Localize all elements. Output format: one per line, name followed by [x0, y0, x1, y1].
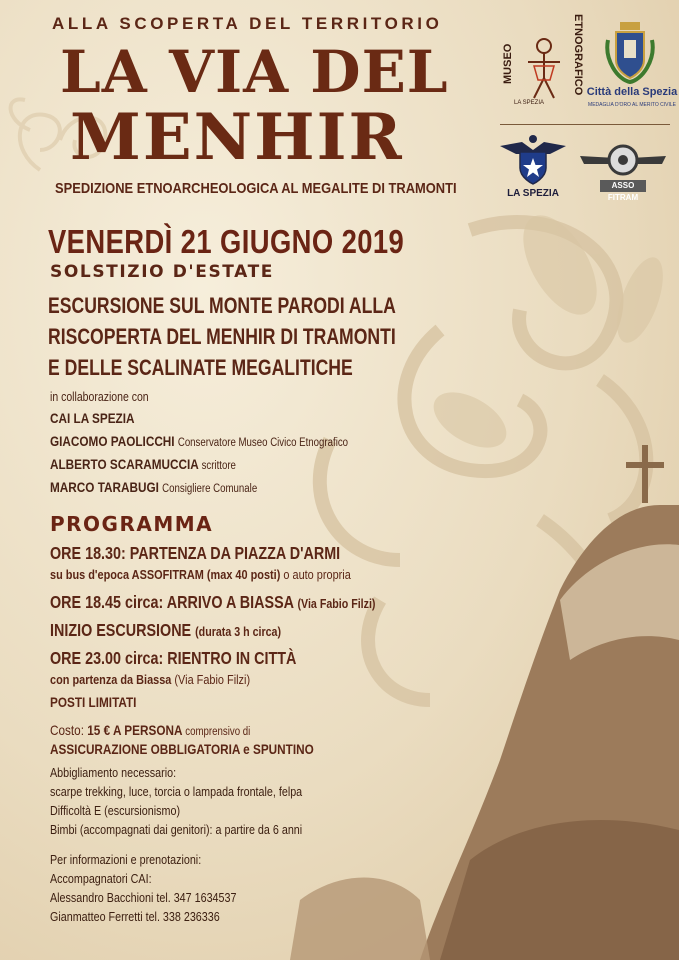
- etnografico-label: ETNOGRAFICO: [572, 14, 584, 96]
- collaborator-name: GIACOMO PAOLICCHI: [50, 433, 175, 449]
- program-note: (durata 3 h circa): [195, 624, 282, 639]
- cai-la-spezia-logo: [498, 132, 568, 204]
- program-main-text: INIZIO ESCURSIONE: [50, 620, 192, 640]
- collaborator-name: CAI LA SPEZIA: [50, 410, 135, 426]
- program-item-1: ORE 18.30: PARTENZA DA PIAZZA D'ARMI: [50, 543, 341, 563]
- solstice-label: SOLSTIZIO D'ESTATE: [50, 262, 275, 282]
- title-line-1: LA VIA DEL: [60, 38, 449, 106]
- cost-line-2: ASSICURAZIONE OBBLIGATORIA e SPUNTINO: [50, 741, 314, 757]
- museo-etnografico-logo: [500, 14, 590, 109]
- program-detail-text: con partenza da Biassa: [50, 672, 172, 687]
- logo-divider: [500, 124, 670, 125]
- cost-label: Costo:: [50, 722, 84, 738]
- program-detail-text: su bus d'epoca ASSOFITRAM (max 40 posti): [50, 567, 281, 582]
- kicker-text: ALLA SCOPERTA DEL TERRITORIO: [52, 14, 443, 33]
- museo-label: MUSEO: [502, 43, 514, 84]
- eagle-emblem-icon: [498, 132, 568, 188]
- contact-1: Alessandro Bacchioni tel. 347 1634537: [50, 891, 237, 905]
- citta-sublabel: MEDAGLIA D'ORO AL MERITO CIVILE: [588, 102, 676, 108]
- collaborator-name: MARCO TARABUGI: [50, 479, 159, 495]
- cost-note: comprensivo di: [185, 726, 251, 738]
- asso-fitram-logo: [578, 140, 668, 200]
- event-date: VENERDÌ 21 GIUGNO 2019: [48, 223, 405, 260]
- excursion-title-line-2: RISCOPERTA DEL MENHIR DI TRAMONTI: [48, 324, 396, 349]
- citta-label: Città della Spezia: [586, 86, 678, 98]
- winged-wheel-icon: [578, 140, 668, 180]
- coat-of-arms-icon: [602, 20, 658, 86]
- subtitle: SPEDIZIONE ETNOARCHEOLOGICA AL MEGALITE DI TRAMONTI: [55, 180, 457, 197]
- collaborator-role: scrittore: [201, 460, 236, 472]
- requirement-4: Bimbi (accompagnati dai genitori): a partire da 6 anni: [50, 823, 303, 837]
- program-detail-extra: (Via Fabio Filzi): [174, 672, 251, 687]
- excursion-title-line-3: E DELLE SCALINATE MEGALITICHE: [48, 355, 353, 380]
- requirement-2: scarpe trekking, luce, torcia o lampada frontale, felpa: [50, 785, 303, 799]
- cost-amount: 15 € A PERSONA: [87, 722, 183, 738]
- program-item-2: [50, 592, 375, 613]
- asso-fitram-label: ASSO FITRAM: [600, 180, 646, 192]
- collaborator-role: Consigliere Comunale: [162, 483, 258, 495]
- requirement-1: Abbigliamento necessario:: [50, 766, 177, 780]
- program-main-text: ORE 18.45 circa: ARRIVO A BIASSA: [50, 592, 294, 612]
- posti-limitati: POSTI LIMITATI: [50, 694, 137, 710]
- programma-heading: PROGRAMMA: [50, 512, 214, 536]
- cai-label: LA SPEZIA: [507, 188, 559, 199]
- excursion-title-line-1: ESCURSIONE SUL MONTE PARODI ALLA: [48, 293, 396, 318]
- contact-2: Gianmatteo Ferretti tel. 338 236336: [50, 910, 220, 924]
- program-item-4: ORE 23.00 circa: RIENTRO IN CITTÀ: [50, 648, 297, 668]
- program-note: (Via Fabio Filzi): [297, 596, 376, 611]
- program-item-1-detail: [50, 567, 351, 582]
- citta-della-spezia-logo: [586, 20, 678, 120]
- figure-icon: [518, 36, 570, 102]
- collaborator-role: Conservatore Museo Civico Etnografico: [177, 437, 349, 449]
- info-companions: Accompagnatori CAI:: [50, 872, 152, 886]
- cost-line-1: [50, 722, 250, 738]
- museo-city-label: LA SPEZIA: [514, 100, 545, 106]
- program-item-4-detail: [50, 672, 250, 687]
- info-heading: Per informazioni e prenotazioni:: [50, 853, 202, 867]
- title-line-2: MENHIR: [70, 100, 404, 175]
- collaborator-3: [50, 456, 236, 472]
- collaborator-1: [50, 410, 135, 426]
- collaborator-name: ALBERTO SCARAMUCCIA: [50, 456, 199, 472]
- collaboration-intro: in collaborazione con: [50, 390, 149, 404]
- program-item-3: [50, 620, 281, 641]
- requirement-3: Difficoltà E (escursionismo): [50, 804, 181, 818]
- collaborator-2: [50, 433, 348, 449]
- program-detail-extra: o auto propria: [283, 567, 351, 582]
- collaborator-4: [50, 479, 257, 495]
